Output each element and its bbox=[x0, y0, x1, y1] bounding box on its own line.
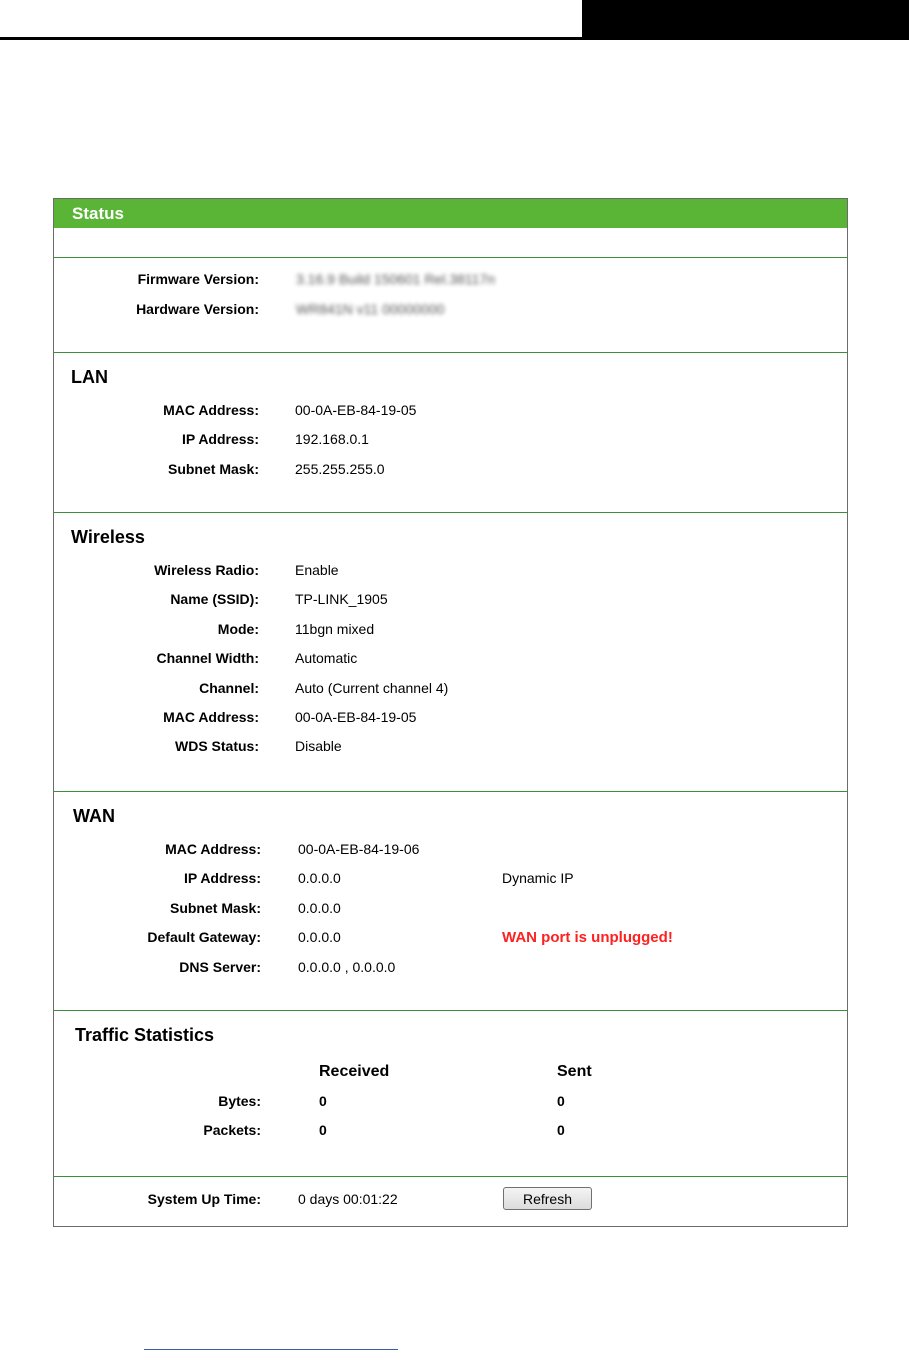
system-uptime-label: System Up Time: bbox=[147, 1191, 261, 1207]
lan-mac-label: MAC Address: bbox=[163, 402, 259, 418]
default-gateway-label: Default Gateway: bbox=[147, 929, 261, 945]
wireless-radio-label: Wireless Radio: bbox=[154, 562, 259, 578]
bytes-received-value: 0 bbox=[319, 1093, 327, 1109]
channel-width-value: Automatic bbox=[295, 650, 358, 666]
wan-section-title: WAN bbox=[73, 806, 115, 826]
refresh-button[interactable]: Refresh bbox=[503, 1187, 592, 1210]
status-panel-header bbox=[54, 199, 847, 228]
ssid-label: Name (SSID): bbox=[170, 591, 259, 607]
divider bbox=[54, 1010, 847, 1011]
connection-type: Dynamic IP bbox=[502, 870, 574, 886]
wds-status-value: Disable bbox=[295, 738, 342, 754]
system-uptime-value: 0 days 00:01:22 bbox=[298, 1191, 398, 1207]
lan-mac-value: 00-0A-EB-84-19-05 bbox=[295, 402, 417, 418]
status-panel bbox=[53, 198, 848, 1227]
document-header-box bbox=[582, 0, 909, 40]
channel-value: Auto (Current channel 4) bbox=[295, 680, 449, 696]
hardware-version-label: Hardware Version: bbox=[136, 301, 259, 317]
hardware-version-value: WR841N v11 00000000 bbox=[296, 301, 445, 317]
document-header-rule bbox=[0, 37, 582, 40]
divider bbox=[54, 791, 847, 792]
wan-mac-value: 00-0A-EB-84-19-06 bbox=[298, 841, 420, 857]
dns-server-label: DNS Server: bbox=[179, 959, 261, 975]
panel-title: Status bbox=[72, 204, 124, 223]
divider bbox=[54, 1176, 847, 1177]
lan-ip-label: IP Address: bbox=[181, 431, 259, 447]
divider bbox=[54, 352, 847, 353]
ssid-value: TP-LINK_1905 bbox=[295, 591, 388, 607]
wan-mac-label: MAC Address: bbox=[165, 841, 261, 857]
wireless-mac-value: 00-0A-EB-84-19-05 bbox=[295, 709, 417, 725]
mode-label: Mode: bbox=[217, 621, 259, 637]
wan-unplugged-warning: WAN port is unplugged! bbox=[502, 929, 673, 946]
packets-sent-value: 0 bbox=[557, 1122, 565, 1138]
wan-subnet-label: Subnet Mask: bbox=[169, 900, 261, 916]
wireless-radio-value: Enable bbox=[295, 562, 339, 578]
wireless-section-title: Wireless bbox=[71, 527, 145, 547]
lan-ip-value: 192.168.0.1 bbox=[295, 431, 369, 447]
default-gateway-value: 0.0.0.0 bbox=[298, 929, 341, 945]
sent-column-header: Sent bbox=[557, 1063, 592, 1080]
traffic-section-title: Traffic Statistics bbox=[75, 1025, 215, 1045]
wireless-mac-label: MAC Address: bbox=[163, 709, 259, 725]
divider bbox=[54, 257, 847, 258]
packets-received-value: 0 bbox=[319, 1122, 327, 1138]
dns-server-value: 0.0.0.0 , 0.0.0.0 bbox=[298, 959, 396, 975]
mode-value: 11bgn mixed bbox=[295, 621, 375, 637]
wan-ip-value: 0.0.0.0 bbox=[298, 870, 341, 886]
bytes-sent-value: 0 bbox=[557, 1093, 565, 1109]
lan-section-title: LAN bbox=[71, 367, 108, 387]
wds-status-label: WDS Status: bbox=[175, 738, 259, 754]
received-column-header: Received bbox=[319, 1063, 390, 1080]
channel-width-label: Channel Width: bbox=[156, 650, 259, 666]
lan-subnet-value: 255.255.255.0 bbox=[295, 461, 385, 477]
bytes-label: Bytes: bbox=[218, 1093, 261, 1109]
wan-ip-label: IP Address: bbox=[183, 870, 261, 886]
packets-label: Packets: bbox=[203, 1122, 261, 1138]
firmware-version-value: 3.16.9 Build 150601 Rel.38117n bbox=[296, 271, 496, 287]
wan-subnet-value: 0.0.0.0 bbox=[298, 900, 341, 916]
firmware-version-label: Firmware Version: bbox=[137, 271, 259, 287]
divider bbox=[54, 512, 847, 513]
lan-subnet-label: Subnet Mask: bbox=[167, 461, 259, 477]
channel-label: Channel: bbox=[199, 680, 259, 696]
